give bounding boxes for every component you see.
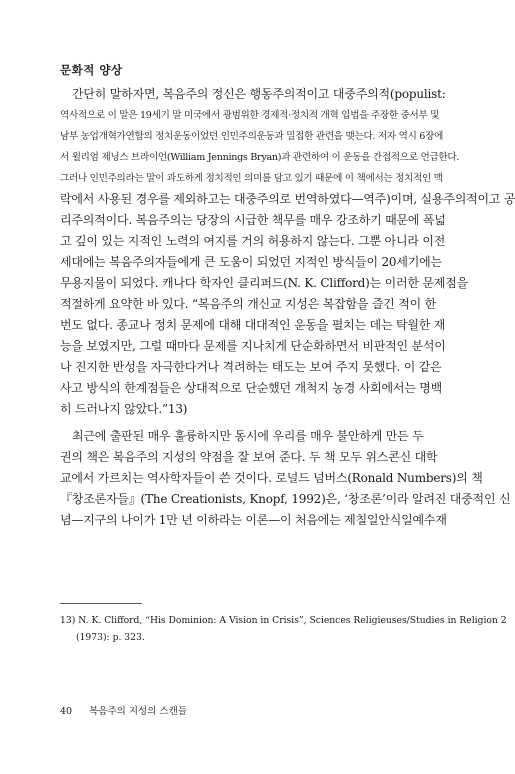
text-line: 나 진지한 반성을 자극한다거나 격려하는 태도는 보여 주지 못했다. 이 같은 xyxy=(60,360,442,374)
text-line: 고 깊이 있는 지적인 노력의 여지를 거의 허용하지 않는다. 그뿐 아니라 이전 xyxy=(60,234,446,248)
text-line: 세대에는 복음주의자들에게 큰 도움이 되었던 지적인 방식들이 20세기에는 xyxy=(60,255,442,269)
section-heading: 문화적 양상 xyxy=(60,63,123,77)
text-line: 최근에 출판된 매우 훌륭하지만 동시에 우리를 매우 불안하게 만든 두 xyxy=(72,429,424,443)
text-line: 간단히 말하자면, 복음주의 정신은 행동주의적이고 대중주의적(populist: xyxy=(72,87,446,101)
footnote xyxy=(60,612,507,646)
running-title: 복음주의 지성의 스캔들 xyxy=(89,706,187,717)
text-line: 능을 보였지만, 그럴 때마다 문제를 지나치게 단순화하면서 비판적인 분석이 xyxy=(60,339,446,353)
footnote-line: 13) N. K. Clifford, “His Dominion: A Vision in Crisis”, Sciences Religieuses/Studies in Religion 2 xyxy=(60,615,507,626)
text-line: 락에서 사용된 경우를 제외하고는 대중주의로 번역하였다—역주)이며, 실용주의적이고 공 xyxy=(60,192,515,206)
text-line: 번도 없다. 종교나 정치 문제에 대해 대대적인 운동을 펼치는 데는 탁월한 재 xyxy=(60,318,446,332)
text-line: 히 드러나지 않았다.”13) xyxy=(60,402,188,416)
text-line: 그러나 인민주의라는 말이 과도하게 정치적인 의미를 담고 있기 때문에 이 책에서는 정치적인 맥 xyxy=(60,173,443,184)
text-line: 『창조론자들』(The Creationists, Knopf, 1992)은, ‘창조론’이라 알려진 대중적인 신 xyxy=(60,492,511,506)
text-line: 교에서 가르치는 역사학자들이 쓴 것이다. 로널드 넘버스(Ronald Numbers)의 책 xyxy=(60,471,483,485)
text-line: 무용지물이 되었다. 캐나다 학자인 클리퍼드(N. K. Clifford)는 이러한 문제점을 xyxy=(60,276,468,290)
footnote-divider xyxy=(60,603,142,604)
text-line: 적절하게 요약한 바 있다. “복음주의 개신교 지성은 복잡함을 즐긴 적이 한 xyxy=(60,297,437,311)
text-line: 사고 방식의 한계점들은 상대적으로 단순했던 개척지 농경 사회에서는 명백 xyxy=(60,381,443,395)
text-line: 리주의적이다. 복음주의는 당장의 시급한 책무를 매우 강조하기 때문에 폭넓 xyxy=(60,213,446,227)
text-line: 서 윌리엄 제닝스 브라이언(William Jennings Bryan)과 관련하여 이 운동을 간접적으로 언급한다. xyxy=(60,152,460,163)
text-line: 남부 농업개혁가연합의 정치운동이었던 인민주의운동과 밀접한 관련을 맺는다. 저자 역시 6장에 xyxy=(60,131,444,142)
text-line: 권의 책은 복음주의 지성의 약점을 잘 보여 준다. 두 책 모두 위스콘신 대학 xyxy=(60,450,438,464)
page-number: 40 xyxy=(60,706,73,717)
text-line: 역사적으로 이 말은 19세기 말 미국에서 광범위한 경제적·정치적 개혁 입법을 주장한 중서부 및 xyxy=(60,110,440,121)
page-footer xyxy=(60,703,187,717)
text-line: 념—지구의 나이가 1만 년 이하라는 이론—이 처음에는 제칠일안식일예수재 xyxy=(60,513,447,527)
body-text xyxy=(60,84,515,531)
footnote-line: (1973): p. 323. xyxy=(76,632,145,643)
